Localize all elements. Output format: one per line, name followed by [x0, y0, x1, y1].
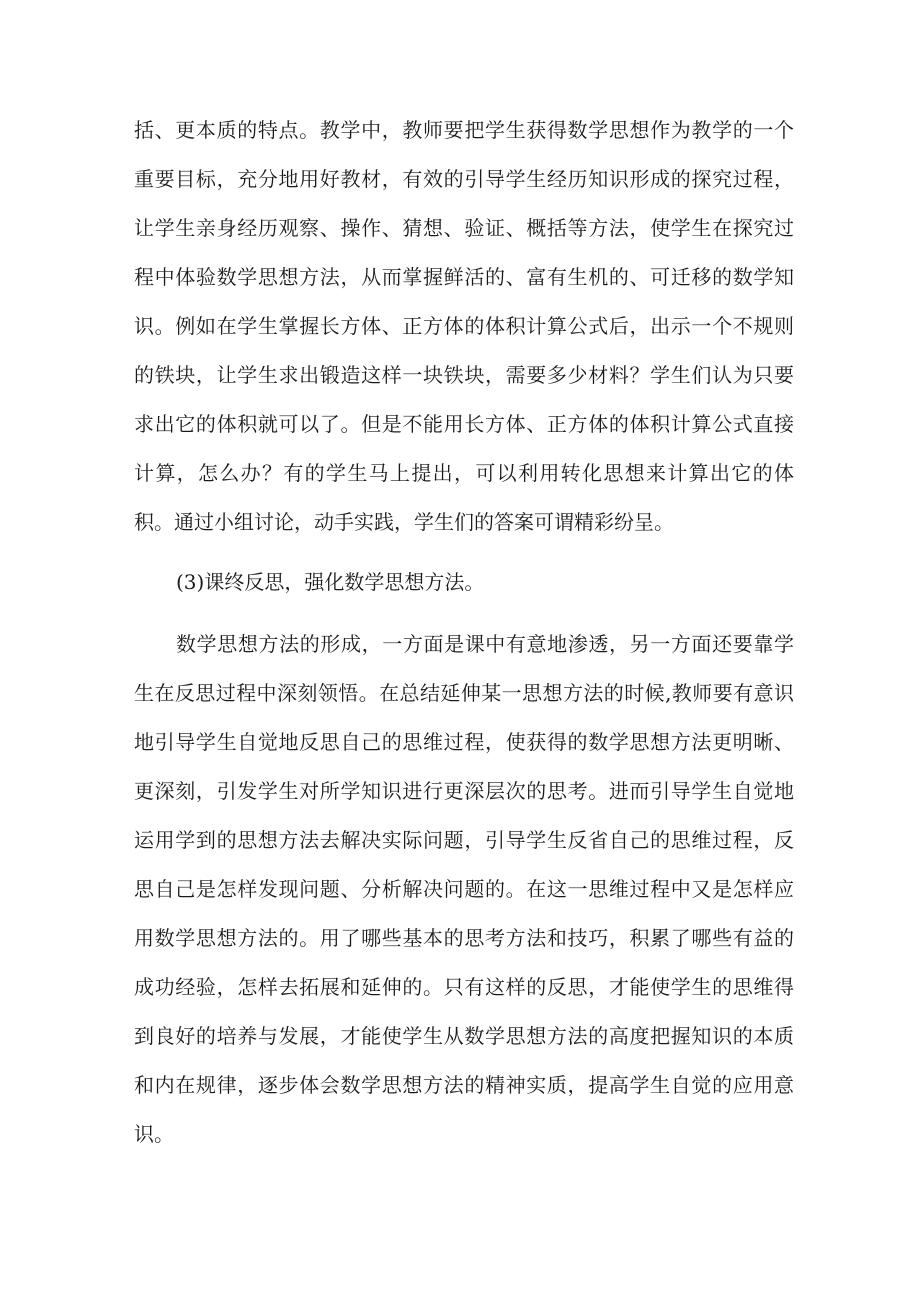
text-line: 地引导学生自觉地反思自己的思维过程，使获得的数学思想方法更明晰、: [134, 730, 794, 754]
text-line: 数学思想方法的形成，一方面是课中有意地渗透，另一方面还要靠学: [176, 632, 794, 656]
text-line: 更深刻，引发学生对所学知识进行更深层次的思考。进而引导学生自觉地: [134, 779, 794, 803]
text-line: 识。: [134, 1122, 174, 1146]
text-line: 和内在规律，逐步体会数学思想方法的精神实质，提高学生自觉的应用意: [134, 1073, 794, 1097]
text-line: 计算，怎么办？有的学生马上提出，可以利用转化思想来计算出它的体: [134, 461, 794, 485]
text-line: 求出它的体积就可以了。但是不能用长方体、正方体的体积计算公式直接: [134, 412, 794, 436]
text-line: 重要目标，充分地用好教材，有效的引导学生经历知识形成的探究过程，: [134, 167, 794, 191]
text-line: 到良好的培养与发展，才能使学生从数学思想方法的高度把握知识的本质: [134, 1024, 794, 1048]
text-line: 积。通过小组讨论，动手实践，学生们的答案可谓精彩纷呈。: [134, 510, 674, 534]
section-heading: (3)课终反思，强化数学思想方法。: [176, 570, 485, 594]
text-line: 识。例如在学生掌握长方体、正方体的体积计算公式后，出示一个不规则: [134, 314, 794, 338]
text-line: 括、更本质的特点。教学中，教师要把学生获得数学思想作为教学的一个: [134, 118, 794, 142]
text-line: 用数学思想方法的。用了哪些基本的思考方法和技巧，积累了哪些有益的: [134, 926, 794, 950]
text-line: 生在反思过程中深刻领悟。在总结延伸某一思想方法的时候,教师要有意识: [134, 681, 794, 705]
text-line: 让学生亲身经历观察、操作、猜想、验证、概括等方法，使学生在探究过: [134, 216, 794, 240]
text-line: 程中体验数学思想方法，从而掌握鲜活的、富有生机的、可迁移的数学知: [134, 265, 794, 289]
text-line: 思自己是怎样发现问题、分析解决问题的。在这一思维过程中又是怎样应: [134, 877, 794, 901]
text-line: 的铁块，让学生求出锻造这样一块铁块，需要多少材料？学生们认为只要: [134, 363, 794, 387]
text-line: 运用学到的思想方法去解决实际问题，引导学生反省自己的思维过程，反: [134, 828, 794, 852]
text-line: 成功经验，怎样去拓展和延伸的。只有这样的反思，才能使学生的思维得: [134, 975, 794, 999]
